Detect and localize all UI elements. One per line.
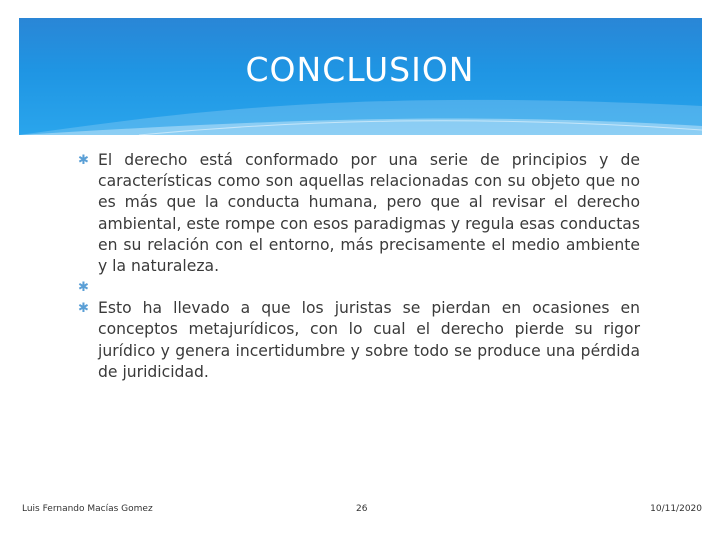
bullet-item — [78, 150, 640, 277]
footer-date: 10/11/2020 — [650, 504, 702, 514]
bullet-item-empty — [78, 277, 640, 298]
bullet-text: El derecho está conformado por una serie de principios y de características como son aquellas relacionadas con su objeto que no es más que la conducta humana, pero que al revisar el derecho ambiental, este rompe con esos paradigmas y regula esas conductas en su relación con el entorno, más precisamente el medio ambiente y la naturaleza. — [98, 151, 640, 276]
bullet-item — [78, 298, 640, 383]
slide-title: CONCLUSION — [245, 50, 475, 89]
footer-author: Luis Fernando Macías Gomez — [22, 504, 153, 514]
bullet-text: Esto ha llevado a que los juristas se pierdan en ocasiones en conceptos metajurídicos, con lo cual el derecho pierde su rigor jurídico y genera incertidumbre y sobre todo se produce una pérdida de juridicidad. — [98, 299, 640, 381]
asterisk-bullet-icon: ✱ — [78, 153, 89, 168]
asterisk-bullet-icon: ✱ — [78, 280, 89, 296]
footer-page-number: 26 — [356, 504, 368, 514]
asterisk-bullet-icon: ✱ — [78, 301, 89, 317]
bullet-list — [78, 150, 640, 383]
